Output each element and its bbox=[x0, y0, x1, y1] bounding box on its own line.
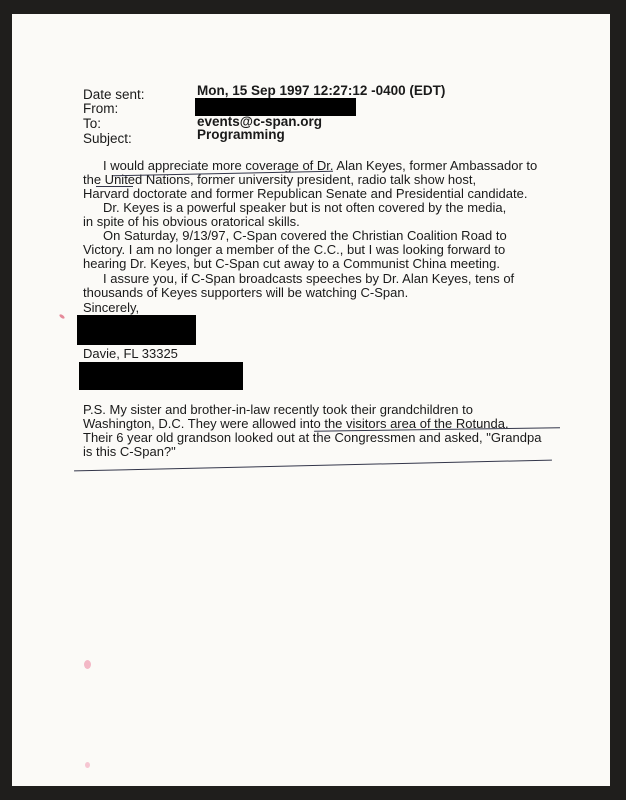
body-line: Dr. Keyes is a powerful speaker but is not often covered by the media, bbox=[103, 200, 507, 215]
redacted-contact bbox=[79, 362, 243, 390]
stray-mark bbox=[59, 314, 66, 320]
closing-sincerely: Sincerely, bbox=[83, 300, 140, 315]
ps-line: Their 6 year old grandson looked out at the Congressmen and asked, "Grandpa bbox=[83, 430, 542, 445]
body-line: On Saturday, 9/13/97, C-Span covered the Christian Coalition Road to bbox=[103, 228, 507, 243]
redacted-signature bbox=[77, 315, 196, 345]
document-page bbox=[12, 14, 610, 786]
ps-line: Washington, D.C. They were allowed into the visitors area of the Rotunda. bbox=[83, 416, 509, 431]
closing-city: Davie, FL 33325 bbox=[83, 346, 178, 361]
body-line: the United Nations, former university president, radio talk show host, bbox=[83, 172, 477, 187]
from-label: From: bbox=[83, 101, 119, 116]
subject-value: Programming bbox=[197, 127, 285, 142]
stray-mark bbox=[85, 762, 90, 768]
pen-underline bbox=[96, 186, 133, 187]
to-value: events@c-span.org bbox=[197, 114, 322, 129]
pen-underline bbox=[74, 460, 552, 472]
ps-line: is this C-Span?" bbox=[83, 444, 176, 459]
to-label: To: bbox=[83, 116, 102, 131]
date-sent-label: Date sent: bbox=[83, 87, 145, 102]
body-line: Harvard doctorate and former Republican Senate and Presidential candidate. bbox=[83, 186, 528, 201]
body-line: I would appreciate more coverage of Dr. Alan Keyes, former Ambassador to bbox=[103, 158, 538, 173]
body-line: hearing Dr. Keyes, but C-Span cut away to a Communist China meeting. bbox=[83, 256, 500, 271]
body-line: thousands of Keyes supporters will be watching C-Span. bbox=[83, 285, 409, 300]
subject-label: Subject: bbox=[83, 131, 132, 146]
body-line: I assure you, if C-Span broadcasts speeches by Dr. Alan Keyes, tens of bbox=[103, 271, 515, 286]
date-sent-value: Mon, 15 Sep 1997 12:27:12 -0400 (EDT) bbox=[197, 83, 446, 98]
body-line: Victory. I am no longer a member of the C.C., but I was looking forward to bbox=[83, 242, 506, 257]
body-line: in spite of his obvious oratorical skills. bbox=[83, 214, 300, 229]
ps-line: P.S. My sister and brother-in-law recently took their grandchildren to bbox=[83, 402, 473, 417]
stray-mark bbox=[84, 660, 91, 669]
